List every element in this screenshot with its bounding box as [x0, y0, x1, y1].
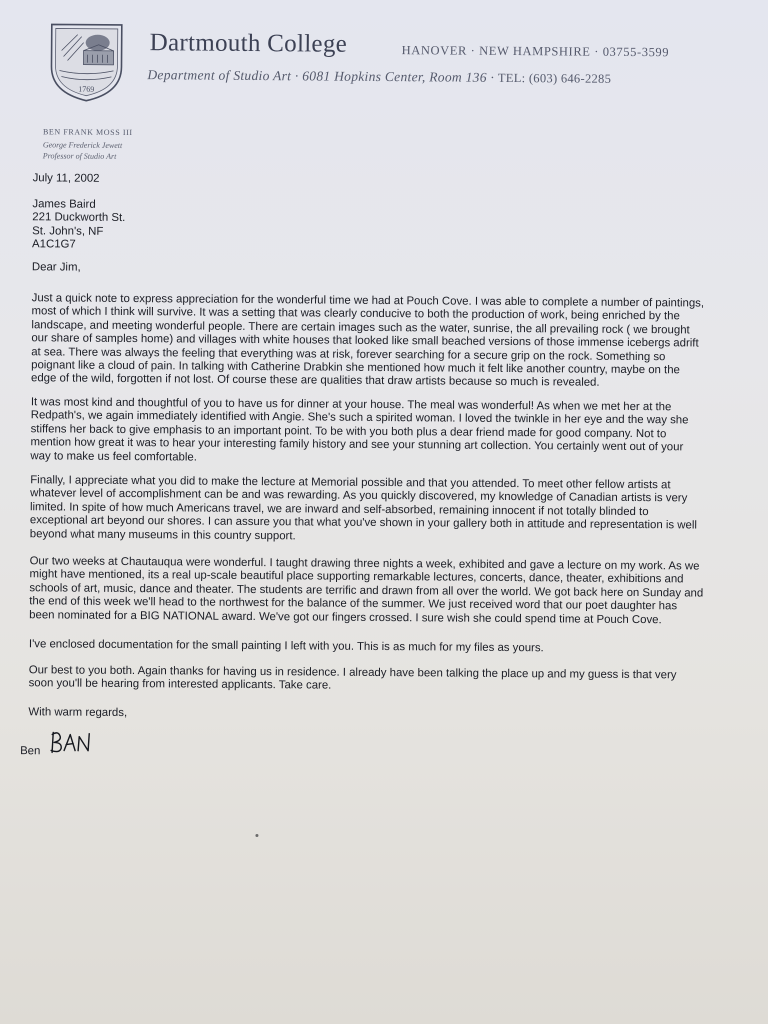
paragraph-line: It was most kind and thoughtful of you to have us for dinner at your house. The meal was wonderful! As when we met her at the: [30, 396, 672, 414]
recipient-city: St. John's, NF: [32, 225, 104, 238]
paragraph-line: most of which I think will survive. It was a setting that was clearly conducive to both the production of work, being enriched by the: [31, 305, 680, 323]
college-location: HANOVER · NEW HAMPSHIRE · 03755-3599: [401, 43, 670, 60]
paragraph-line: poignant like a cloud of pain. In talking with Catherine Drabkin she mentioned how much it felt like another country, maybe on the: [31, 359, 680, 377]
paragraph-line: at sea. There was always the feeling that everything was at risk, forever searching for a secure grip on the rock. Something so: [31, 345, 666, 363]
recipient-postal-code: A1C1G7: [32, 238, 76, 251]
paragraph-line: I've enclosed documentation for the small painting I left with you. This is as much for my files as yours.: [28, 638, 544, 655]
paragraph-line: beyond what many museums in this country support.: [29, 527, 296, 542]
paragraph: [29, 664, 677, 696]
paragraph-line: Our best to you both. Again thanks for having us in residence. I already have been talking the place up and my guess is that very: [28, 664, 677, 682]
recipient-name: James Baird: [32, 198, 96, 211]
handwritten-signature: [48, 728, 94, 756]
paragraph-line: might have mentioned, its a real up-scale beautiful place supporting remarkable lectures, concerts, dance, theater, exhibitions and: [29, 568, 684, 586]
department-address: Department of Studio Art · 6081 Hopkins Center, Room 136 ·: [147, 67, 495, 85]
signoff-name: Ben: [20, 745, 41, 758]
paragraph: [30, 396, 688, 468]
paragraph-line: Our two weeks at Chautauqua were wonderful. I taught drawing three nights a week, exhibited and gave a lecture on my work. As we: [29, 555, 700, 573]
paragraph: [30, 474, 698, 546]
paragraph-line: exceptional art beyond our shores. I can assure you that what you've shown in your gallery both in attitude and representation is well: [29, 514, 697, 532]
salutation: Dear Jim,: [31, 261, 81, 274]
paragraph-line: Redpath's, we again immediately identified with Angie. She's such a spirited woman. I loved the twinkle in her eye and the way she: [30, 409, 689, 427]
recipient-address: [32, 198, 125, 252]
college-name: Dartmouth College: [149, 29, 348, 58]
paragraph-line: whatever level of accomplishment can be and was rewarding. As you quickly discovered, my knowledge of Canadian artists is very: [30, 487, 688, 505]
paragraph-line: schools of art, music, dance and theater. The students are terrific and drawn from all over the world. We got back here on Sunday and: [29, 582, 704, 600]
sender-name: BEN FRANK MOSS III: [42, 127, 133, 138]
paragraph-line: mention how great it was to hear your interesting family history and see your stunning art collection. You certainly went out of your: [30, 436, 684, 454]
paragraph-line: edge of the wild, forgotten if not lost. Of course these are qualities that draw artists because so much is revealed.: [30, 372, 600, 390]
paragraph-line: Just a quick note to express appreciation for the wonderful time we had at Pouch Cove. I was able to complete a number of paintings,: [31, 292, 705, 310]
sender-title-line: Professor of Studio Art: [42, 151, 117, 161]
paragraph-line: been nominated for a BIG NATIONAL award. We've got our fingers crossed. I sure wish she could spend time at Pouch Cove.: [29, 608, 662, 626]
paragraph: [29, 555, 703, 627]
paragraph-line: our share of samples home) and villages with white houses that looked like small beached versions of those immense icebergs adrift: [31, 332, 699, 350]
paragraph-line: Finally, I appreciate what you did to make the lecture at Memorial possible and that you attended. To meet other fellow artists at: [30, 474, 671, 492]
department-telephone: TEL: (603) 646-2285: [497, 70, 612, 86]
sender-title: [43, 139, 123, 162]
paragraph-line: the end of this week we'll head to the northwest for the balance of the summer. We just received word that our poet daughter has: [29, 595, 678, 613]
college-seal-icon: [47, 20, 126, 103]
paragraph-line: landscape, and meeting wonderful people. There are certain images such as the water, sunrise, the all prevailing rock ( we brought: [31, 319, 690, 337]
seal-year: 1769: [78, 84, 95, 94]
paragraph-line: soon you'll be hearing from interested applicants. Take care.: [28, 677, 332, 693]
paragraph-line: stiffens her back to give emphasis to an important point. To be with you both plus a dear friend made for good company. Not to: [30, 423, 667, 441]
paragraph-line: limited. In spite of how much Americans travel, we are inward and self-absorbed, remaining innocent if not totally blinded to: [29, 501, 649, 518]
paragraph: [31, 292, 704, 391]
paragraph-line: way to make us feel comfortable.: [30, 449, 197, 464]
recipient-street: 221 Duckworth St.: [32, 211, 126, 225]
closing: With warm regards,: [28, 706, 128, 720]
paragraph: [29, 638, 544, 655]
department-line: [147, 67, 611, 87]
paper-mark: [255, 834, 258, 837]
letter-date: July 11, 2002: [32, 172, 100, 185]
sender-title-line: George Frederick Jewett: [42, 140, 123, 150]
